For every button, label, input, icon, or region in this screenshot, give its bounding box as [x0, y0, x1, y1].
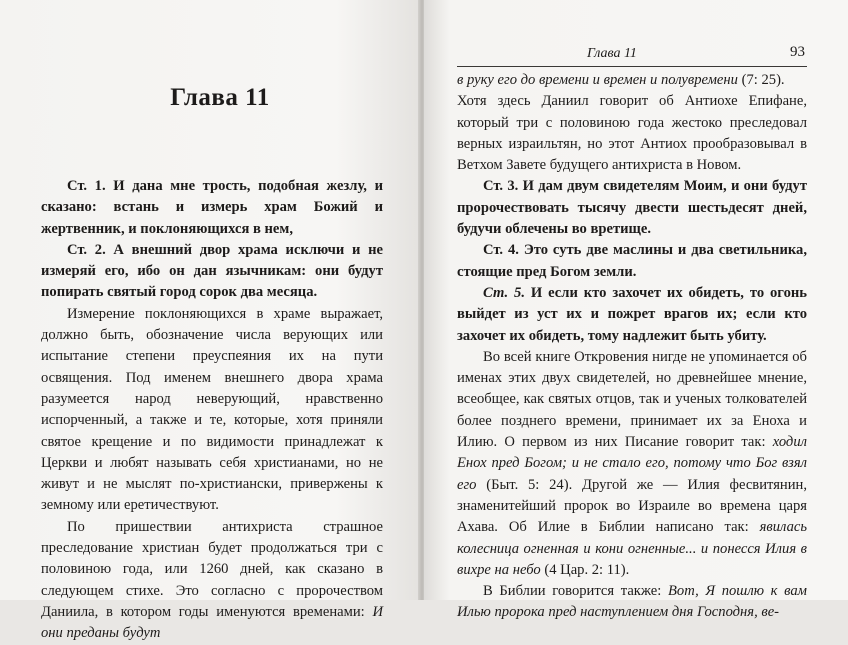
commentary-paragraph	[41, 517, 383, 645]
left-page	[0, 0, 420, 642]
running-head	[457, 44, 807, 67]
running-head-title: Глава 11	[587, 46, 637, 61]
scripture-quote: Вот, Я пошлю к вам Илью пророка пред наступлением дня Господня, ве-	[457, 583, 808, 621]
commentary-paragraph	[457, 347, 807, 581]
paragraph-text: Хотя здесь Даниил говорит об Антиохе Епифане, который три с половиною года жестоко преследовал верных израильтян, но этот Антиох прообразовывал в Ветхом Завете будущего антихриста в Новом.	[457, 93, 807, 174]
paragraph-text: Во всей книге Откровения нигде не упоминается об именах этих двух свидетелей, но древнейшее мнение, всеобщее, как святых отцов, так и ученых толкователей более позднего времени, принимает их за Еноха и Илию. О первом из них Писание говорит так:	[457, 348, 807, 451]
right-page	[424, 0, 848, 621]
scripture-quote: И они преданы будут	[41, 603, 383, 642]
verse-5	[457, 283, 807, 347]
scripture-quote: явилась колесница огненная и кони огненные... и понесся Илия в вихре на небо	[457, 519, 807, 578]
reference: (4 Цар. 2: 11).	[544, 561, 630, 578]
paragraph-text: По пришествии антихриста страшное преследование христиан будет продолжаться три с половиною года, или 1260 дней, как сказано в следующем стихе. Это согласно с пророчеством Даниила, в котором годы именуются временами:	[41, 518, 383, 620]
scripture-quote: ходил Енох пред Богом; и не стало его, потому что Бог взял его	[457, 434, 807, 493]
paragraph-text: (Быт. 5: 24). Другой же — Илия фесвитянин, знаменитейший пророк во Израиле во времена царя Ахава. Об Илие в Библии написано так:	[457, 476, 807, 536]
commentary-paragraph: Измерение поклоняющихся в храме выражает, должно быть, обозначение числа верующих или испытание степени преуспеяния их на пути освящения. Под именем внешнего двора храма разумеется народ неверующий, нравственно испорченный, а также и те, которые, хотя приняли святое крещение и по видимости принадлежат к Церкви и любят называть себя христианами, но не живут и не мыслят по-христиански, привержены к земному или еретичествуют.	[41, 305, 383, 514]
commentary-paragraph	[457, 581, 807, 624]
verse-1: Ст. 1. И дана мне трость, подобная жезлу, и сказано: встань и измерь храм Божий и жертвенник, и поклоняющихся в нем,	[41, 178, 383, 237]
paragraph-text: В Библии говорится также:	[483, 583, 662, 600]
right-text-column	[457, 70, 807, 624]
verse-text: И если кто захочет их обидеть, то огонь выйдет из уст их и пожрет врагов их; если кто захочет их обидеть, тому надлежит быть убиту.	[457, 284, 807, 344]
verse-2: Ст. 2. А внешний двор храма исключи и не измеряй его, ибо он дан язычникам: они будут попирать святый город сорок два месяца.	[41, 241, 383, 301]
continued-paragraph	[457, 70, 807, 176]
verse-3: Ст. 3. И дам двум свидетелям Моим, и они будут пророчествовать тысячу двести шестьдесят дней, будучи облечены во вретище.	[457, 178, 807, 238]
chapter-title: Глава 11	[170, 84, 270, 111]
scripture-quote: в руку его до времени и времен и полувремени	[457, 72, 738, 88]
reference: (7: 25).	[741, 72, 785, 88]
page-number: 93	[790, 44, 805, 60]
verse-4: Ст. 4. Это суть две маслины и два светильника, стоящие пред Богом земли.	[457, 242, 807, 280]
verse-label: Ст. 5.	[483, 284, 525, 301]
left-text-column	[41, 176, 383, 645]
